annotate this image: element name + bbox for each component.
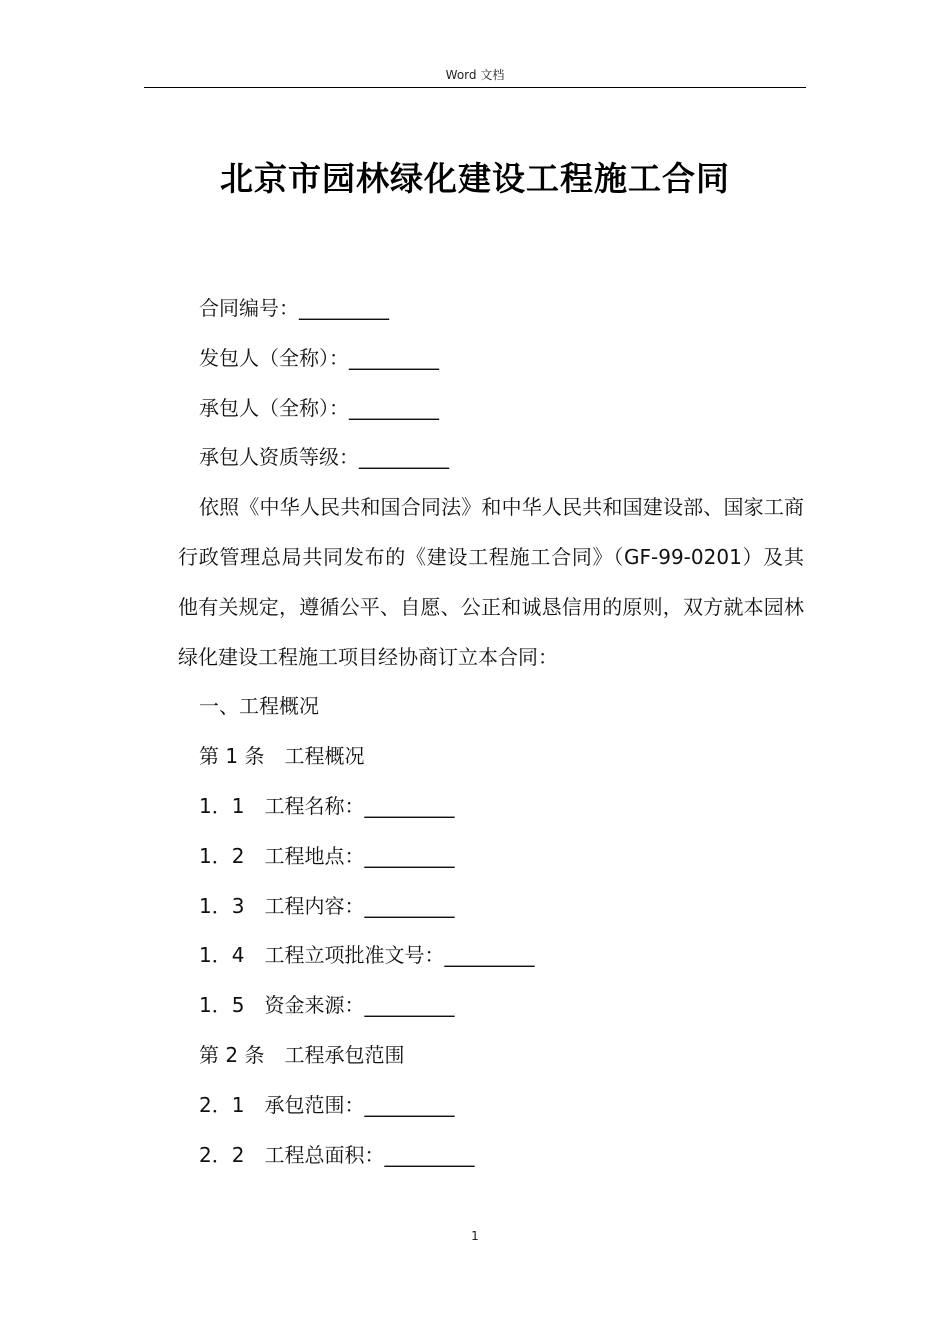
document-title: 北京市园林绿化建设工程施工合同 [220,159,730,198]
article-heading: 第 1 条 工程概况 [199,744,365,769]
contractor-qualification-field: 承包人资质等级：_________ [199,445,449,470]
employer-name-field: 发包人（全称）：_________ [199,345,439,370]
clause-item: 2．2 工程总面积：_________ [199,1142,475,1167]
document-body [178,284,804,1180]
article-heading: 第 2 条 工程承包范围 [199,1042,405,1067]
contract-number-field: 合同编号：_________ [199,296,389,320]
clause-item: 1．1 工程名称：_________ [199,793,455,818]
clause-item: 1．3 工程内容：_________ [199,893,455,918]
clause-item: 2．1 承包范围：_________ [199,1092,455,1117]
preamble-paragraph: 依照《中华人民共和国合同法》和中华人民共和国建设部、国家工商行政管理总局共同发布的《建设工程施工合同》（GF-99-0201）及其他有关规定，遵循公平、自愿、公正和诚恳信用的原则，双方就本园林绿化建设工程施工项目经协商订立本合同： [178,495,804,669]
clause-item: 1．5 资金来源：_________ [199,993,455,1018]
clause-item: 1．2 工程地点：_________ [199,843,455,868]
page-number: 1 [471,1229,479,1243]
section-heading: 一、工程概况 [199,694,319,719]
header-divider [144,87,806,88]
clause-item: 1．4 工程立项批准文号：_________ [199,943,535,968]
page-header: Word 文档 [445,68,505,82]
contractor-name-field: 承包人（全称）：_________ [199,395,439,420]
